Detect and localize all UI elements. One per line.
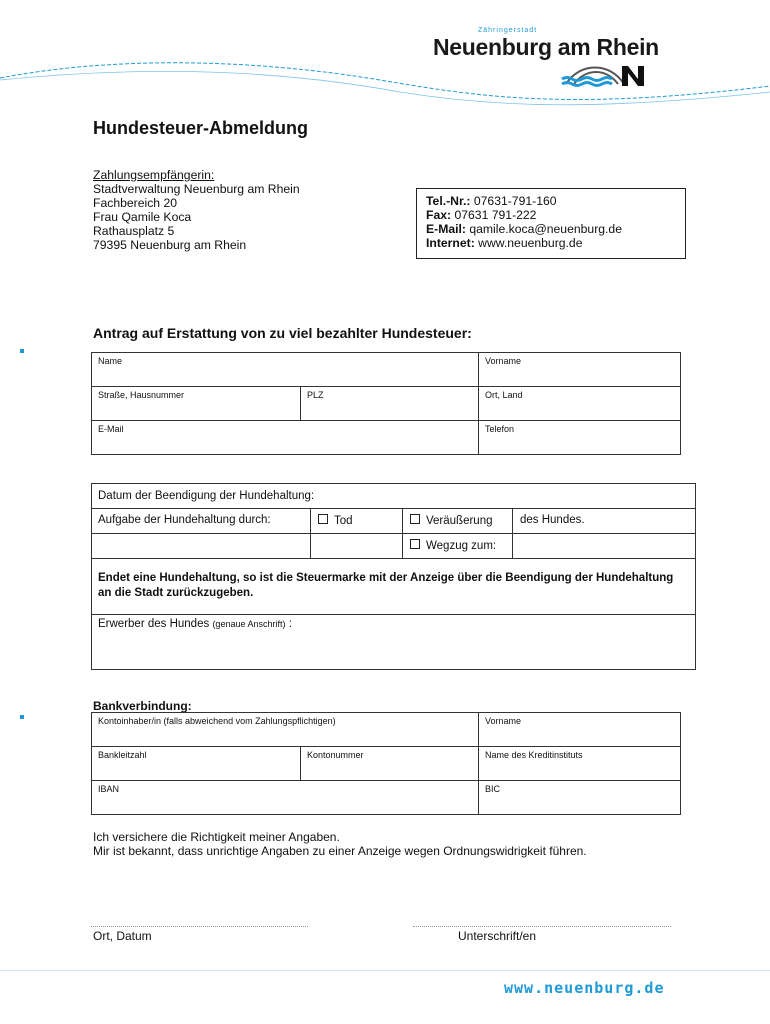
iban-field[interactable] bbox=[92, 781, 479, 815]
dog-ownership-box bbox=[91, 483, 696, 670]
margin-bullet bbox=[20, 349, 24, 353]
bank-name-label: Name des Kreditinstituts bbox=[485, 750, 583, 760]
place-date-line[interactable] bbox=[91, 926, 308, 927]
bank-table bbox=[91, 712, 681, 815]
option-move[interactable] bbox=[410, 539, 496, 552]
tax-tag-notice: Endet eine Hundehaltung, so ist die Steuermarke mit der Anzeige über die Beendigung der Hundehaltung an die Stadt zurückzugeben. bbox=[98, 572, 674, 599]
internet-label: Internet: bbox=[426, 236, 475, 250]
bic-field[interactable] bbox=[479, 781, 681, 815]
firstname-label: Vorname bbox=[485, 356, 522, 366]
account-number-field[interactable] bbox=[301, 747, 479, 781]
phone-field[interactable] bbox=[479, 421, 681, 455]
email-value[interactable]: qamile.koca@neuenburg.de bbox=[469, 222, 622, 236]
city-field[interactable] bbox=[479, 387, 681, 421]
email-field-label: E-Mail bbox=[98, 424, 124, 434]
tel-value: 07631-791-160 bbox=[473, 194, 557, 208]
declaration-line: Mir ist bekannt, dass unrichtige Angaben zu einer Anzeige wegen Ordnungswidrigkeit führen. bbox=[93, 844, 587, 858]
end-date-field[interactable] bbox=[352, 490, 692, 504]
tel-label: Tel.-Nr.: bbox=[426, 194, 471, 208]
contact-box bbox=[416, 188, 686, 259]
holder-firstname-field[interactable] bbox=[479, 713, 681, 747]
declaration-line: Ich versichere die Richtigkeit meiner Angaben. bbox=[93, 830, 340, 844]
divider bbox=[92, 508, 695, 509]
signature-line[interactable] bbox=[413, 926, 671, 927]
end-date-label: Datum der Beendigung der Hundehaltung: bbox=[98, 490, 315, 502]
firstname-field[interactable] bbox=[479, 353, 681, 387]
bank-heading: Bankverbindung: bbox=[93, 699, 192, 713]
checkbox-icon[interactable] bbox=[410, 514, 420, 524]
zip-field[interactable] bbox=[301, 387, 479, 421]
city-label: Ort, Land bbox=[485, 390, 523, 400]
divider bbox=[92, 533, 695, 534]
option-death[interactable] bbox=[318, 514, 353, 527]
brand-name: Neuenburg am Rhein bbox=[433, 34, 659, 60]
holder-firstname-label: Vorname bbox=[485, 716, 522, 726]
fax-label: Fax: bbox=[426, 208, 452, 222]
street-field[interactable] bbox=[92, 387, 301, 421]
option-move-label: Wegzug zum: bbox=[426, 540, 497, 552]
buyer-colon: : bbox=[288, 618, 292, 630]
brand-tagline: Zähringerstadt bbox=[478, 27, 538, 34]
bank-code-field[interactable] bbox=[92, 747, 301, 781]
bank-code-label: Bankleitzahl bbox=[98, 750, 147, 760]
email-field[interactable] bbox=[92, 421, 479, 455]
margin-bullet bbox=[20, 715, 24, 719]
name-label: Name bbox=[98, 356, 123, 366]
name-field[interactable] bbox=[92, 353, 479, 387]
buyer-hint: (genaue Anschrift) bbox=[212, 619, 286, 629]
address-line: Fachbereich 20 bbox=[93, 196, 178, 210]
divider bbox=[92, 614, 695, 615]
recipient-label: Zahlungsempfängerin: bbox=[93, 168, 215, 182]
applicant-table bbox=[91, 352, 681, 455]
footer-website-link[interactable]: www.neuenburg.de bbox=[504, 979, 665, 997]
email-label: E-Mail: bbox=[426, 222, 466, 236]
buyer-label: Erwerber des Hundes bbox=[98, 618, 210, 630]
divider bbox=[92, 558, 695, 559]
of-dog-label: des Hundes. bbox=[520, 514, 585, 526]
place-date-label: Ort, Datum bbox=[93, 929, 152, 943]
page-title: Hundesteuer-Abmeldung bbox=[93, 118, 309, 138]
iban-label: IBAN bbox=[98, 784, 120, 794]
buyer-address-field[interactable] bbox=[98, 618, 292, 630]
address-line: 79395 Neuenburg am Rhein bbox=[93, 238, 247, 252]
street-label: Straße, Hausnummer bbox=[98, 390, 185, 400]
checkbox-icon[interactable] bbox=[318, 514, 328, 524]
declaration bbox=[93, 830, 587, 858]
footer-divider bbox=[0, 970, 770, 971]
city-logo-icon bbox=[560, 62, 650, 88]
signature-label: Unterschrift/en bbox=[458, 929, 537, 943]
recipient-address bbox=[93, 168, 300, 252]
option-sale[interactable] bbox=[410, 514, 493, 527]
address-line: Stadtverwaltung Neuenburg am Rhein bbox=[93, 182, 300, 196]
internet-value[interactable]: www.neuenburg.de bbox=[478, 236, 583, 250]
reason-label: Aufgabe der Hundehaltung durch: bbox=[98, 514, 271, 526]
checkbox-icon[interactable] bbox=[410, 539, 420, 549]
phone-label: Telefon bbox=[485, 424, 515, 434]
account-holder-label: Kontoinhaber/in (falls abweichend vom Zahlungspflichtigen) bbox=[98, 716, 336, 726]
account-holder-field[interactable] bbox=[92, 713, 479, 747]
option-sale-label: Veräußerung bbox=[426, 515, 493, 527]
bank-name-field[interactable] bbox=[479, 747, 681, 781]
account-number-label: Kontonummer bbox=[307, 750, 364, 760]
address-line: Rathausplatz 5 bbox=[93, 224, 175, 238]
bic-label: BIC bbox=[485, 784, 501, 794]
option-death-label: Tod bbox=[334, 515, 353, 527]
section-heading-refund: Antrag auf Erstattung von zu viel bezahlter Hundesteuer: bbox=[93, 325, 472, 341]
move-destination-field[interactable] bbox=[520, 536, 680, 554]
fax-value: 07631 791-222 bbox=[454, 208, 537, 222]
address-line: Frau Qamile Koca bbox=[93, 210, 192, 224]
zip-label: PLZ bbox=[307, 390, 324, 400]
